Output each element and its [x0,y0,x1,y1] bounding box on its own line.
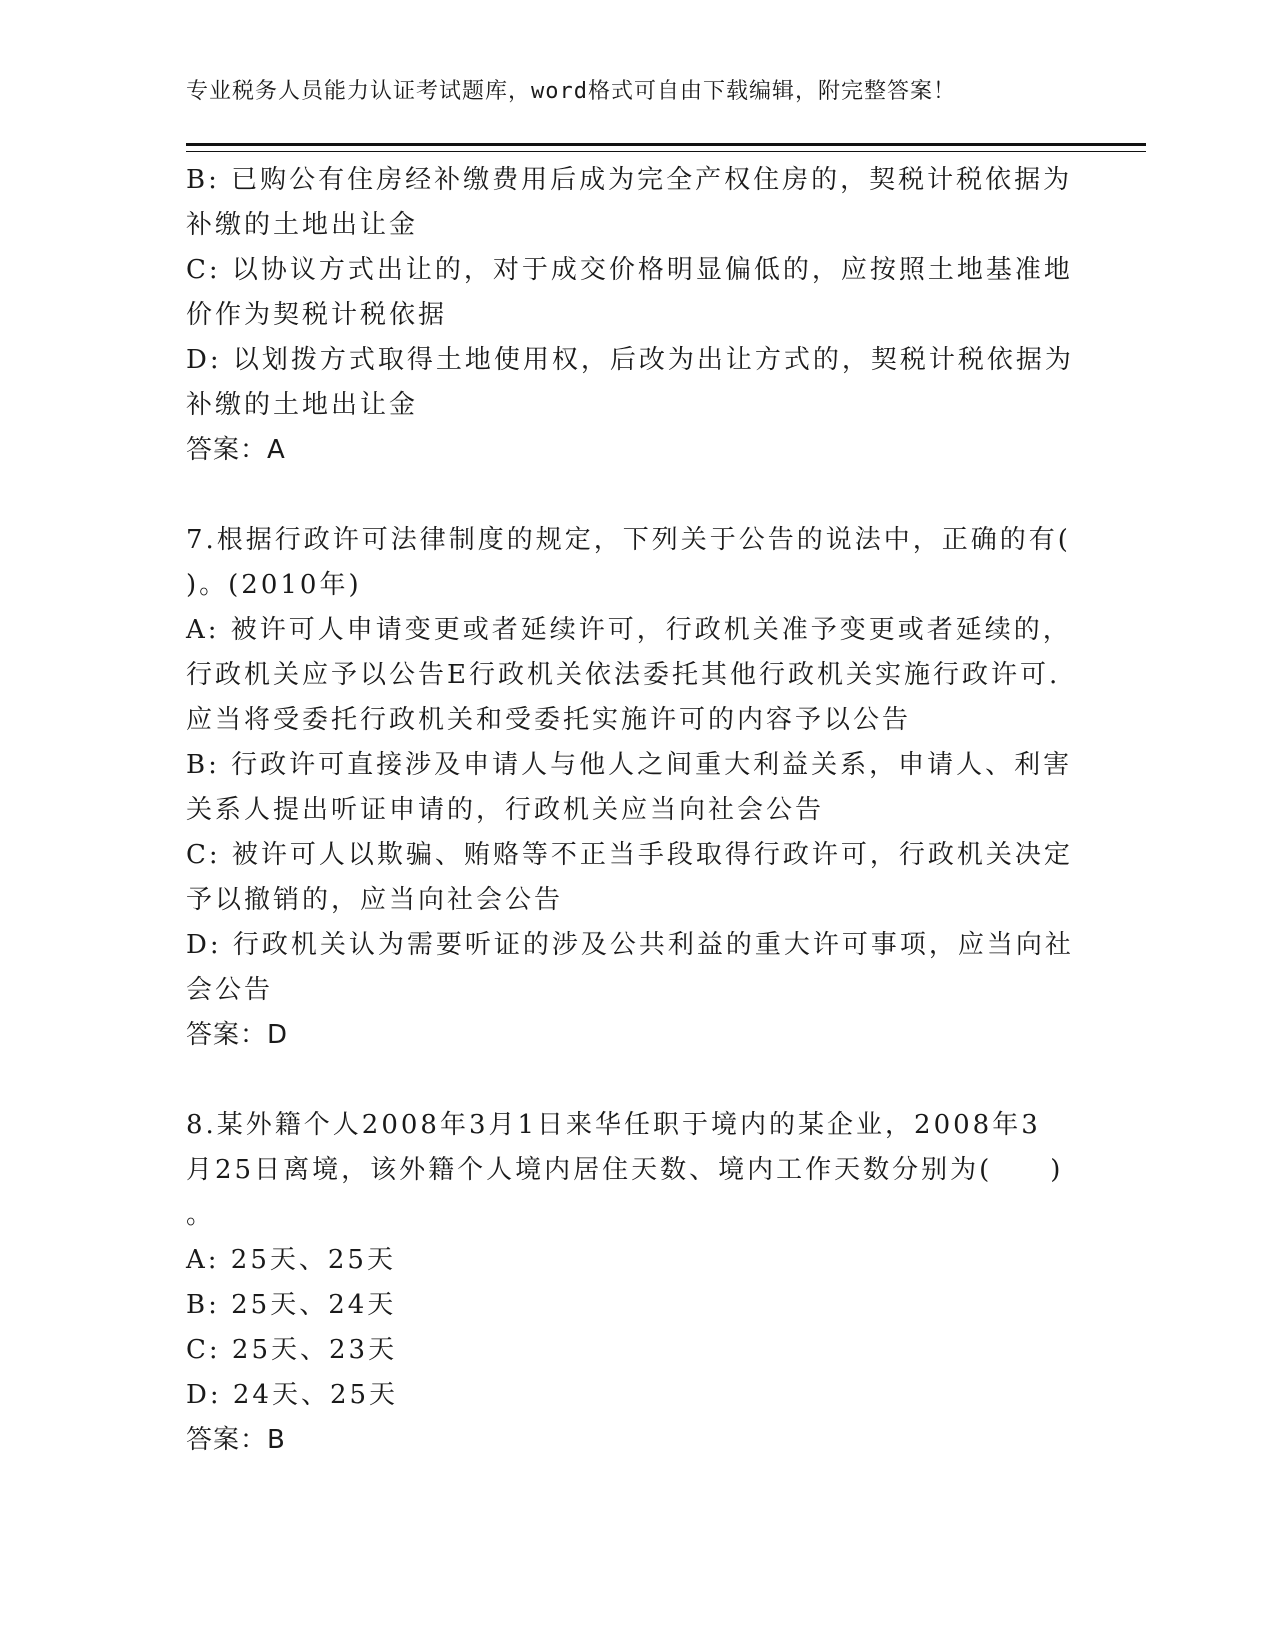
q7-option-c-line-1: C: 被许可人以欺骗、贿赂等不正当手段取得行政许可，行政机关决定 [186,840,1073,870]
q7-option-b-line-2: 关系人提出听证申请的，行政机关应当向社会公告 [186,795,825,825]
q7-option-a-line-3: 应当将受委托行政机关和受委托实施许可的内容予以公告 [186,705,912,735]
q6-option-c-line-2: 价作为契税计税依据 [186,300,448,330]
q7-stem-line-2: )。(2010年) [186,570,362,600]
q7-answer: 答案：D [186,1020,289,1050]
page-header: 专业税务人员能力认证考试题库，word格式可自由下载编辑，附完整答案！ [186,79,956,104]
header-rule-thick [186,143,1146,146]
q7-option-a-line-2: 行政机关应予以公告E行政机关依法委托其他行政机关实施行政许可. [186,660,1061,690]
header-rule-thin [186,151,1146,152]
q7-stem-line-1: 7.根据行政许可法律制度的规定，下列关于公告的说法中，正确的有( [186,525,1071,555]
q6-option-b-line-2: 补缴的土地出让金 [186,210,419,240]
q7-option-c-line-2: 予以撤销的，应当向社会公告 [186,885,564,915]
q8-option-a: A: 25天、25天 [186,1245,396,1275]
q6-option-d-line-2: 补缴的土地出让金 [186,390,419,420]
q8-stem-line-1: 8.某外籍个人2008年3月1日来华任职于境内的某企业，2008年3 [186,1110,1041,1140]
q8-option-c: C: 25天、23天 [186,1335,398,1365]
q6-option-d-line-1: D: 以划拨方式取得土地使用权，后改为出让方式的，契税计税依据为 [186,345,1074,375]
q6-option-b-line-1: B: 已购公有住房经补缴费用后成为完全产权住房的，契税计税依据为 [186,165,1073,195]
question-8-block [186,1103,1076,1463]
q8-option-b: B: 25天、24天 [186,1290,397,1320]
q7-option-d-line-2: 会公告 [186,975,274,1005]
question-spacer [186,1058,1076,1103]
q8-stem-line-2: 月25日离境，该外籍个人境内居住天数、境内工作天数分别为( ) [186,1155,1064,1185]
document-body [186,158,1076,1463]
q6-option-c-line-1: C: 以协议方式出让的，对于成交价格明显偏低的，应按照土地基准地 [186,255,1073,285]
q8-option-d: D: 24天、25天 [186,1380,399,1410]
q6-answer: 答案：A [186,435,286,465]
question-6-block [186,158,1076,473]
q8-answer: 答案：B [186,1425,286,1455]
q7-option-d-line-1: D: 行政机关认为需要听证的涉及公共利益的重大许可事项，应当向社 [186,930,1074,960]
q8-stem-line-3: 。 [186,1200,216,1230]
q7-option-b-line-1: B: 行政许可直接涉及申请人与他人之间重大利益关系，申请人、利害 [186,750,1073,780]
question-spacer [186,473,1076,518]
question-7-block [186,518,1076,1058]
q7-option-a-line-1: A: 被许可人申请变更或者延续许可，行政机关准予变更或者延续的， [186,615,1072,645]
